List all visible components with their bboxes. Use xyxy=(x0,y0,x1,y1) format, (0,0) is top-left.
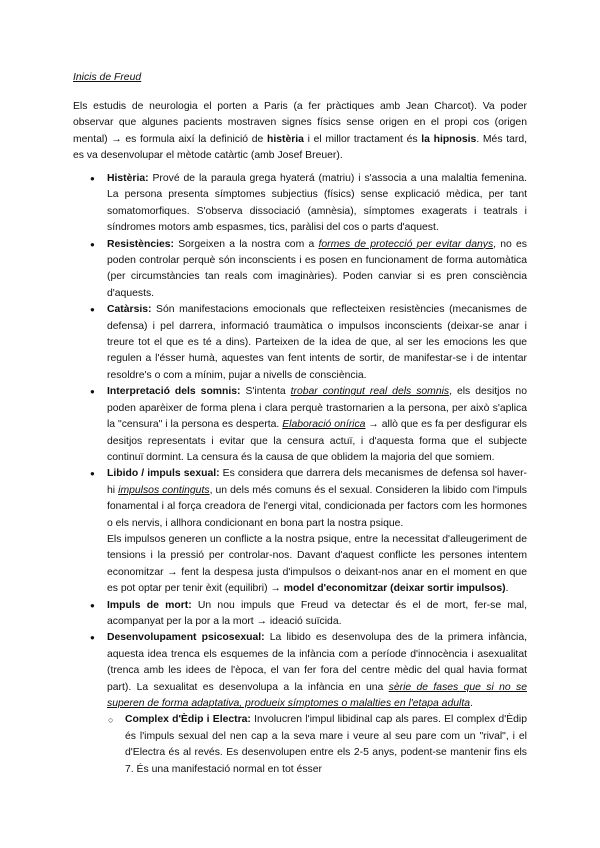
bold-term: Catàrsis: xyxy=(107,304,152,316)
list-item xyxy=(90,171,527,237)
body-text: Els impulsos generen un conflicte a la nostra psique, entre la necessitat d'alleugeriment de tensions i la pressió per controlar-nos. Davant d'aquest conflicte les persones intentem economitzar → fent la despesa justa d'impulsos o deixant-nos anar en el moment en que es pot optar per tenir èxit (equilibri) → xyxy=(107,533,527,595)
list-item xyxy=(90,630,527,712)
body-text: , no es poden controlar perquè són inconscients i es posen en funcionament de forma automàtica (per circumstàncies tan reals com imaginàries). Poden canviar si es pren consciència d'aquests. xyxy=(107,238,528,299)
bold-term: histèria xyxy=(266,133,304,145)
emphasis-text: impulsos continguts xyxy=(118,484,210,496)
list-item xyxy=(90,466,527,597)
body-text: . Més tard, es va desenvolupar el mètode catàrtic (amb Josef Breuer). xyxy=(73,133,527,162)
bold-term: Impuls de mort: xyxy=(107,599,192,611)
body-text: , els desitjos no poden aparèixer de forma plena i clara perquè trastornarien a la persona, per això s'aplica la "censura" i la persona es desperta. xyxy=(107,386,527,431)
body-text: i el millor tractament és xyxy=(303,133,422,145)
body-text: S'intenta xyxy=(240,386,291,398)
page-title: Inicis de Freud xyxy=(73,72,142,83)
body-text: Sorgeixen a la nostra com a xyxy=(174,238,319,250)
bullet-list xyxy=(90,171,527,778)
bold-term: Desenvolupament psicosexual: xyxy=(107,632,265,644)
bold-term: Libido / impuls sexual: xyxy=(107,468,220,480)
body-text: Involucren l'impul libidinal cap als pares. El complex d'Èdip és l'impuls sexual del nen cap a la seva mare i veure al seu pare com un "rival", i el d'Electra és al revés. Es desenvolupen entre els 2-5 anys, podent-se mantenir fins els 7. És una manifestació normal en tot ésser xyxy=(125,714,527,775)
emphasis-text: Elaboració onírica xyxy=(282,419,366,431)
bold-term: Interpretació dels somnis: xyxy=(107,386,241,398)
bold-term: Complex d'Èdip i Electra: xyxy=(125,714,251,726)
body-text: La libido es desenvolupa des de la primera infància, aquesta idea trenca els esquemes de la infància com a període d'innocència i asexualitat (trenca amb les idees de l'època, el van fer fora del centre mèdic del qual havia format part). La sexualitat es desenvolupa a la infància en una xyxy=(107,632,527,693)
intro-paragraph xyxy=(73,99,527,165)
body-text: → allò que es fa per desfigurar els desitjos representats i evitar que la censura actuï, i d'aquesta forma que el subjecte continuï dormint. La censura és la causa de que oblidem la majoria del que somiem. xyxy=(107,419,528,463)
list-item xyxy=(90,302,527,384)
body-text: Es considera que darrera dels mecanismes de defensa sol haver-hi xyxy=(107,468,527,496)
sub-list-item xyxy=(108,712,527,778)
list-item-continuation xyxy=(107,532,527,598)
bold-term: model d'economitzar (deixar sortir impulsos) xyxy=(283,583,506,595)
body-text: . xyxy=(469,698,473,709)
list-item xyxy=(90,384,527,466)
bold-term: Resistències: xyxy=(107,238,174,250)
body-text: Prové de la paraula grega hyaterá (matriu) i s'associa a una malaltia femenina. La persona presenta símptomes subjectius (físics) sense explicació mèdica, per tant somatomorfiques. S'observa dissociació (amnèsia), símptomes exagerats i teatrals i síndromes motors amb espasmes, tics, paràlisi del cos o parts d'aquest. xyxy=(107,173,527,234)
body-text: Són manifestacions emocionals que reflecteixen resistències (mecanismes de defensa) i pel darrera, informació traumàtica o impulsos inconscients (deixar-se anar i treure tot el que es té a dins). Parteixen de la idea de que, al ser les emocions les que regulen a l'ésser humà, aquestes van fent intents de sortir, de manifestar-se i de intentar resoldre's o com a mínim, pujar a nivells de consciència. xyxy=(107,304,527,381)
body-text: Els estudis de neurologia el porten a Paris (a fer pràctiques amb Jean Charcot). Va poder observar que algunes pacients mostraven signes físics sense origen en el propi cos (origen mental) → es formula així la definició de xyxy=(73,101,527,145)
bold-term: la hipnosis xyxy=(421,133,477,145)
body-text: . xyxy=(505,583,509,595)
bold-term: Histèria: xyxy=(107,173,149,184)
emphasis-text: sèrie de fases que si no se superen de forma adaptativa, produeix símptomes o malalties en l'etapa adulta xyxy=(107,681,527,709)
emphasis-text: trobar contingut real dels somnis xyxy=(290,386,450,398)
list-item xyxy=(90,598,527,631)
list-item xyxy=(90,237,527,303)
emphasis-text: formes de protecció per evitar danys xyxy=(318,238,494,250)
body-text: , un dels més comuns és el sexual. Consideren la libido com l'impuls fonamental i al força creadora de l'energi vital, condicionada per factors com les hormones o els nervis, i allhora condicionant en bona part la nostra psique. xyxy=(107,484,527,529)
body-text: Un nou impuls que Freud va detectar és el de mort, fer-se mal, acompanyat per la por a la mort → ideació suïcida. xyxy=(107,599,527,627)
